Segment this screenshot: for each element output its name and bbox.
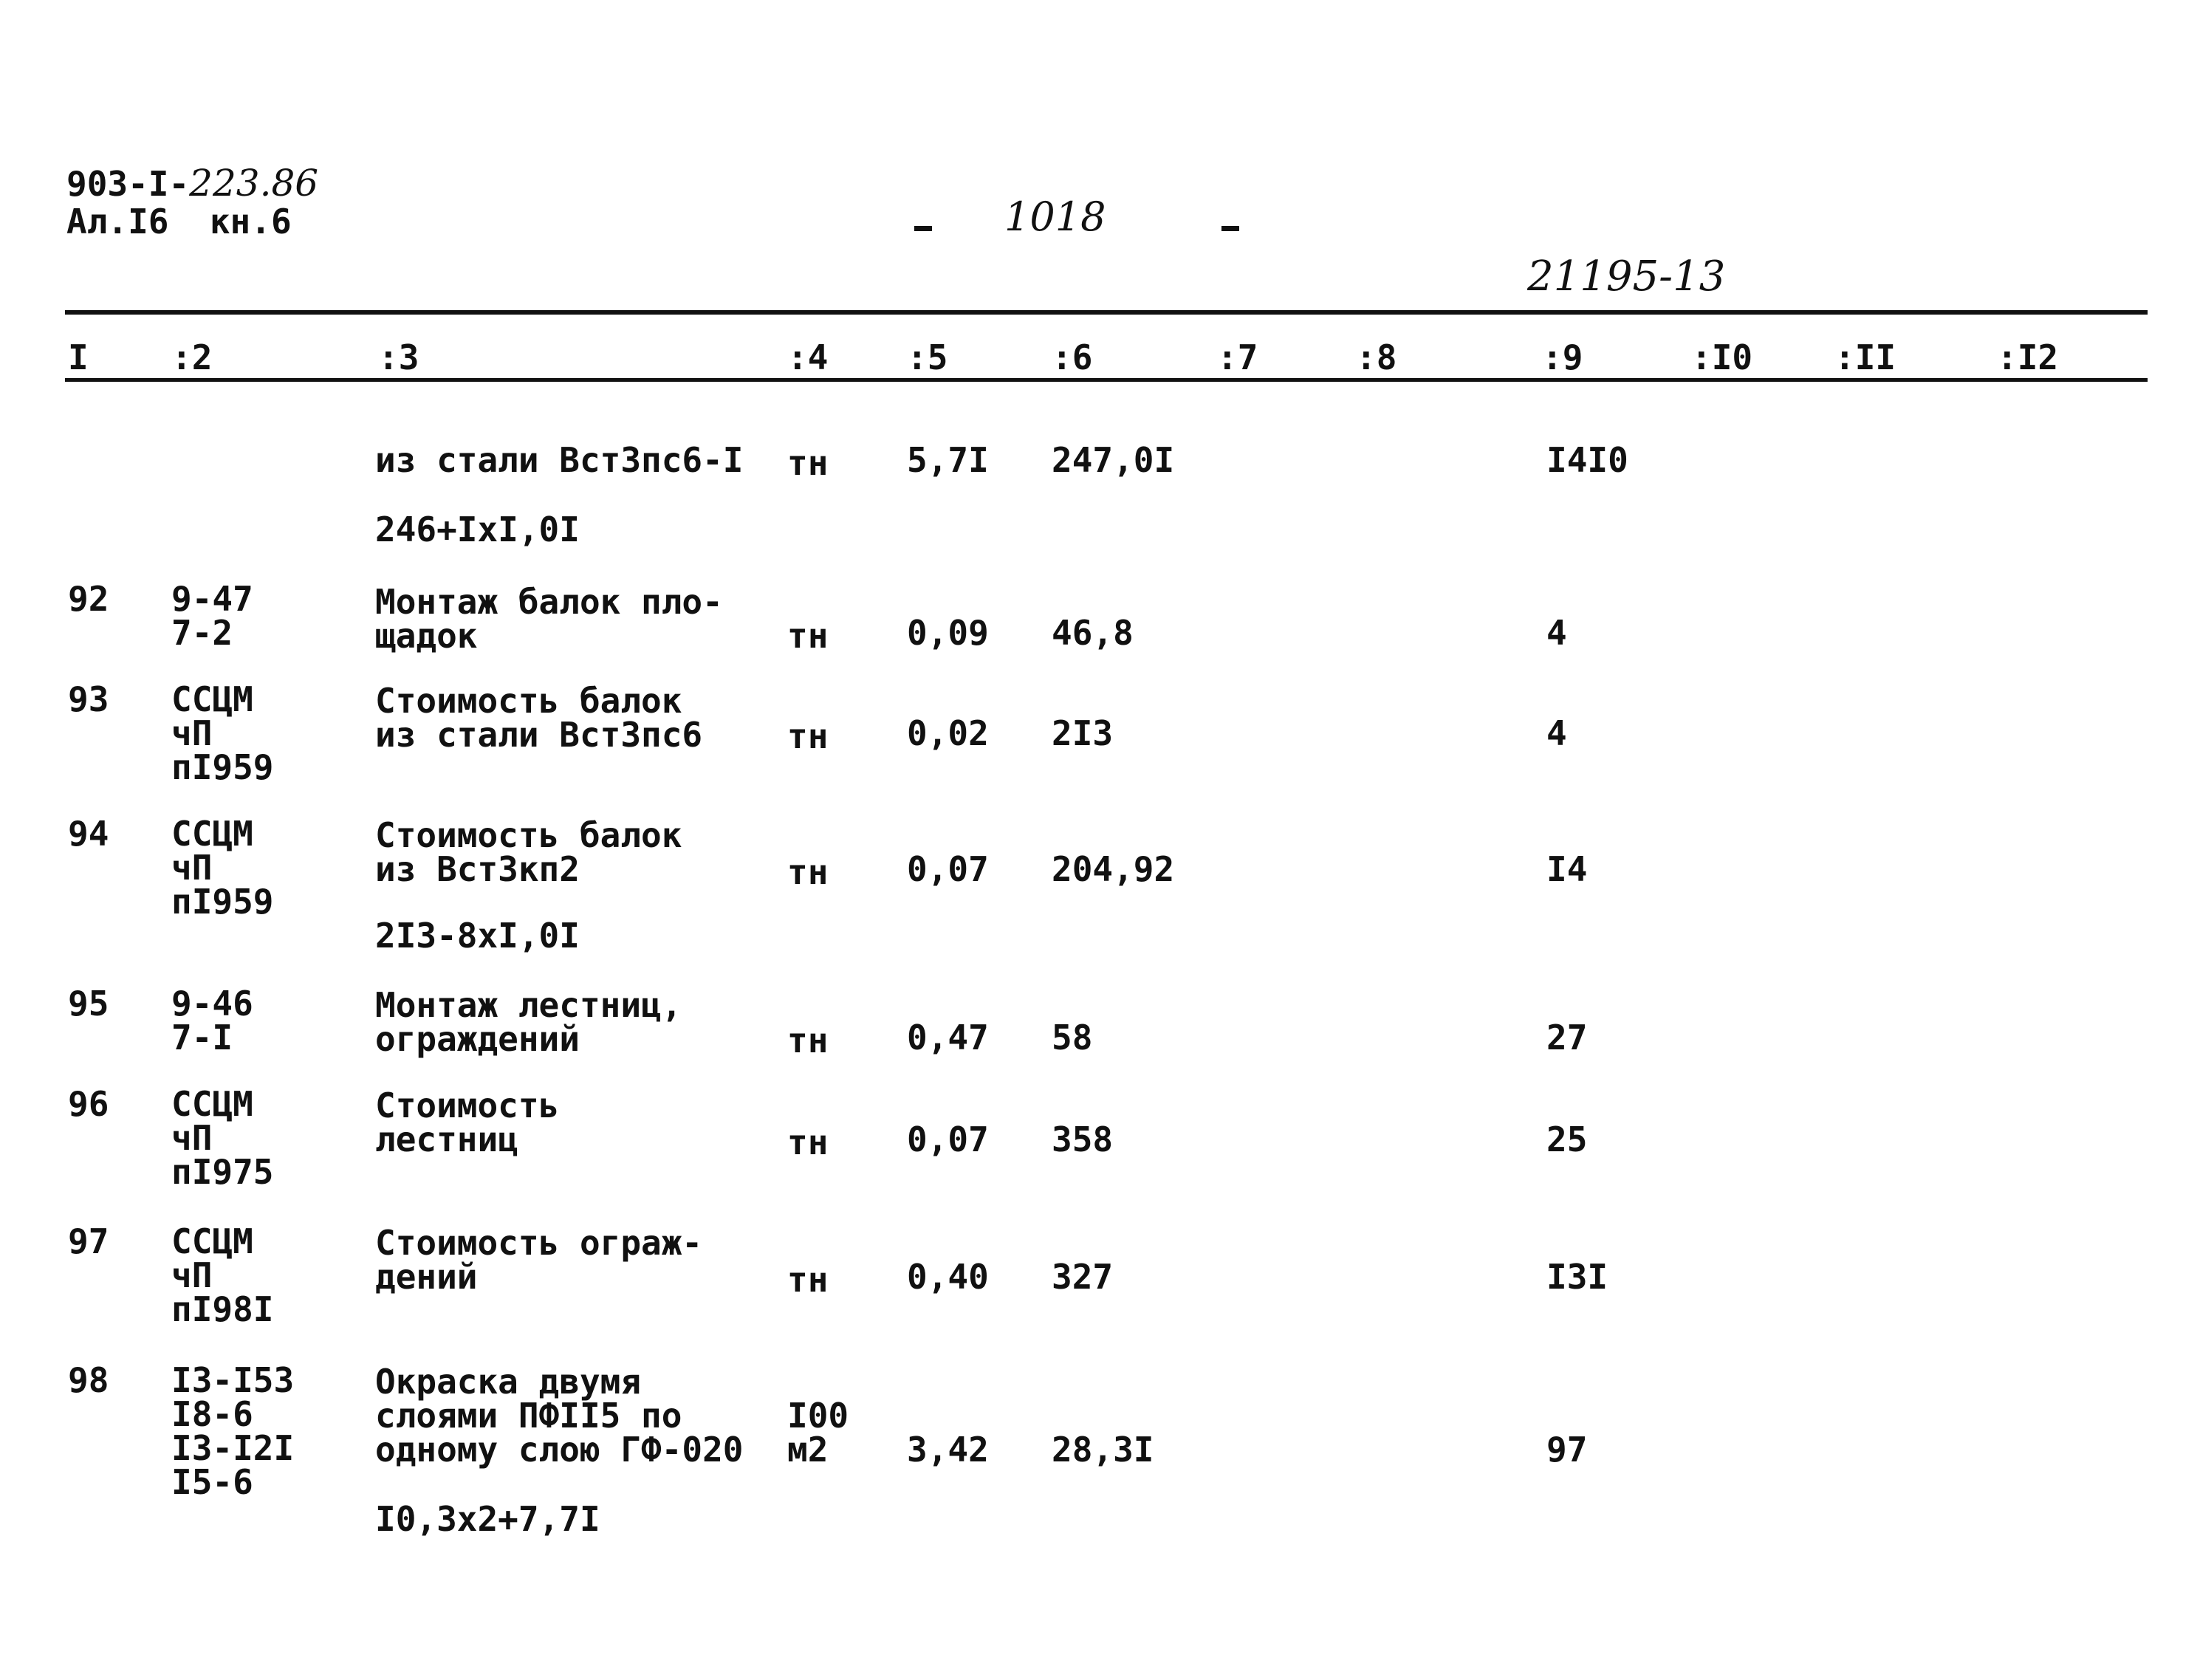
row-94-num: 94 (68, 814, 109, 854)
row-98-calc: I0,3x2+7,7I (375, 1499, 600, 1539)
row-93-unit: тн (787, 716, 829, 756)
row-95-desc: Монтаж лестниц, ограждений (375, 985, 682, 1059)
column-header-11: :II (1834, 337, 1896, 377)
page-number-dash-left (914, 226, 932, 231)
row-96-num: 96 (68, 1084, 109, 1124)
row-95-num: 95 (68, 984, 109, 1024)
row-94-calc: 2I3-8xI,0I (375, 916, 580, 956)
page-number-dash-right (1221, 226, 1239, 231)
sheet-line: Ал.I6 кн.6 (66, 202, 292, 241)
row-97-price: 327 (1052, 1257, 1114, 1297)
row-96-unit: тн (787, 1122, 829, 1162)
document-code-handwritten: 223.86 (189, 162, 319, 205)
row-93-num: 93 (68, 679, 109, 719)
row-92-desc: Монтаж балок пло- щадок (375, 582, 723, 656)
row-98-code: I3-I53 I8-6 I3-I2I I5-6 (171, 1360, 295, 1502)
row-93-price: 2I3 (1052, 713, 1114, 753)
row-92-total: 4 (1546, 613, 1567, 653)
row-93-code: ССЦМ чП пI959 (171, 679, 274, 787)
document-code-prefix: 903-I- (66, 164, 190, 204)
row-92-code: 9-47 7-2 (171, 579, 253, 653)
row-0-total: I4I0 (1546, 440, 1628, 480)
row-93-qty: 0,02 (907, 713, 989, 753)
row-95-total: 27 (1546, 1018, 1588, 1057)
row-97-desc: Стоимость ограж- дений (375, 1223, 703, 1297)
row-97-unit: тн (787, 1260, 829, 1300)
column-header-6: :6 (1052, 337, 1093, 377)
row-98-total: 97 (1546, 1430, 1588, 1470)
row-93-total: 4 (1546, 713, 1567, 753)
row-0-price: 247,0I (1052, 440, 1175, 480)
row-94-desc: Стоимость балок из ВстЗкп2 (375, 815, 682, 889)
row-96-total: 25 (1546, 1120, 1588, 1159)
column-header-9: :9 (1542, 337, 1583, 377)
row-98-num: 98 (68, 1360, 109, 1400)
row-98-desc: Окраска двумя слоями ПФII5 по одному слою ГФ-020 (375, 1362, 744, 1470)
row-97-num: 97 (68, 1221, 109, 1261)
column-header-10: :I0 (1691, 337, 1753, 377)
column-header-2: :2 (171, 337, 213, 377)
column-header-12: :I2 (1997, 337, 2059, 377)
row-0-unit: тн (787, 443, 829, 483)
column-header-4: :4 (787, 337, 829, 377)
row-95-unit: тн (787, 1021, 829, 1060)
row-98-price: 28,3I (1052, 1430, 1154, 1470)
row-94-unit: тн (787, 852, 829, 892)
row-93-desc: Стоимость балок из стали ВстЗпс6 (375, 681, 703, 755)
row-94-qty: 0,07 (907, 849, 989, 889)
column-header-8: :8 (1356, 337, 1397, 377)
table-header-rule (65, 378, 2148, 382)
row-95-qty: 0,47 (907, 1018, 989, 1057)
row-95-code: 9-46 7-I (171, 984, 253, 1057)
row-94-price: 204,92 (1052, 849, 1175, 889)
row-92-num: 92 (68, 579, 109, 619)
row-94-code: ССЦМ чП пI959 (171, 814, 274, 922)
column-header-5: :5 (907, 337, 948, 377)
row-0-qty: 5,7I (907, 440, 989, 480)
column-header-7: :7 (1217, 337, 1258, 377)
row-98-qty: 3,42 (907, 1430, 989, 1470)
page-number: 1018 (1004, 193, 1106, 240)
row-95-price: 58 (1052, 1018, 1093, 1057)
row-97-total: I3I (1546, 1257, 1608, 1297)
row-97-qty: 0,40 (907, 1257, 989, 1297)
row-0-desc: из стали ВстЗпс6-I (375, 440, 744, 480)
stamp-number: 21195-13 (1527, 253, 1726, 301)
row-92-qty: 0,09 (907, 613, 989, 653)
row-96-desc: Стоимость лестниц (375, 1086, 560, 1159)
table-top-rule (65, 310, 2148, 315)
column-header-1: I (68, 337, 89, 377)
column-header-3: :3 (378, 337, 419, 377)
row-92-price: 46,8 (1052, 613, 1134, 653)
row-97-code: ССЦМ чП пI98I (171, 1221, 274, 1329)
row-98-unit: I00 м2 (787, 1396, 849, 1470)
row-96-qty: 0,07 (907, 1120, 989, 1159)
row-96-price: 358 (1052, 1120, 1114, 1159)
row-1-calc: 246+IxI,0I (375, 510, 580, 549)
row-92-unit: тн (787, 616, 829, 656)
row-96-code: ССЦМ чП пI975 (171, 1084, 274, 1192)
row-94-total: I4 (1546, 849, 1588, 889)
document-code (66, 164, 318, 203)
